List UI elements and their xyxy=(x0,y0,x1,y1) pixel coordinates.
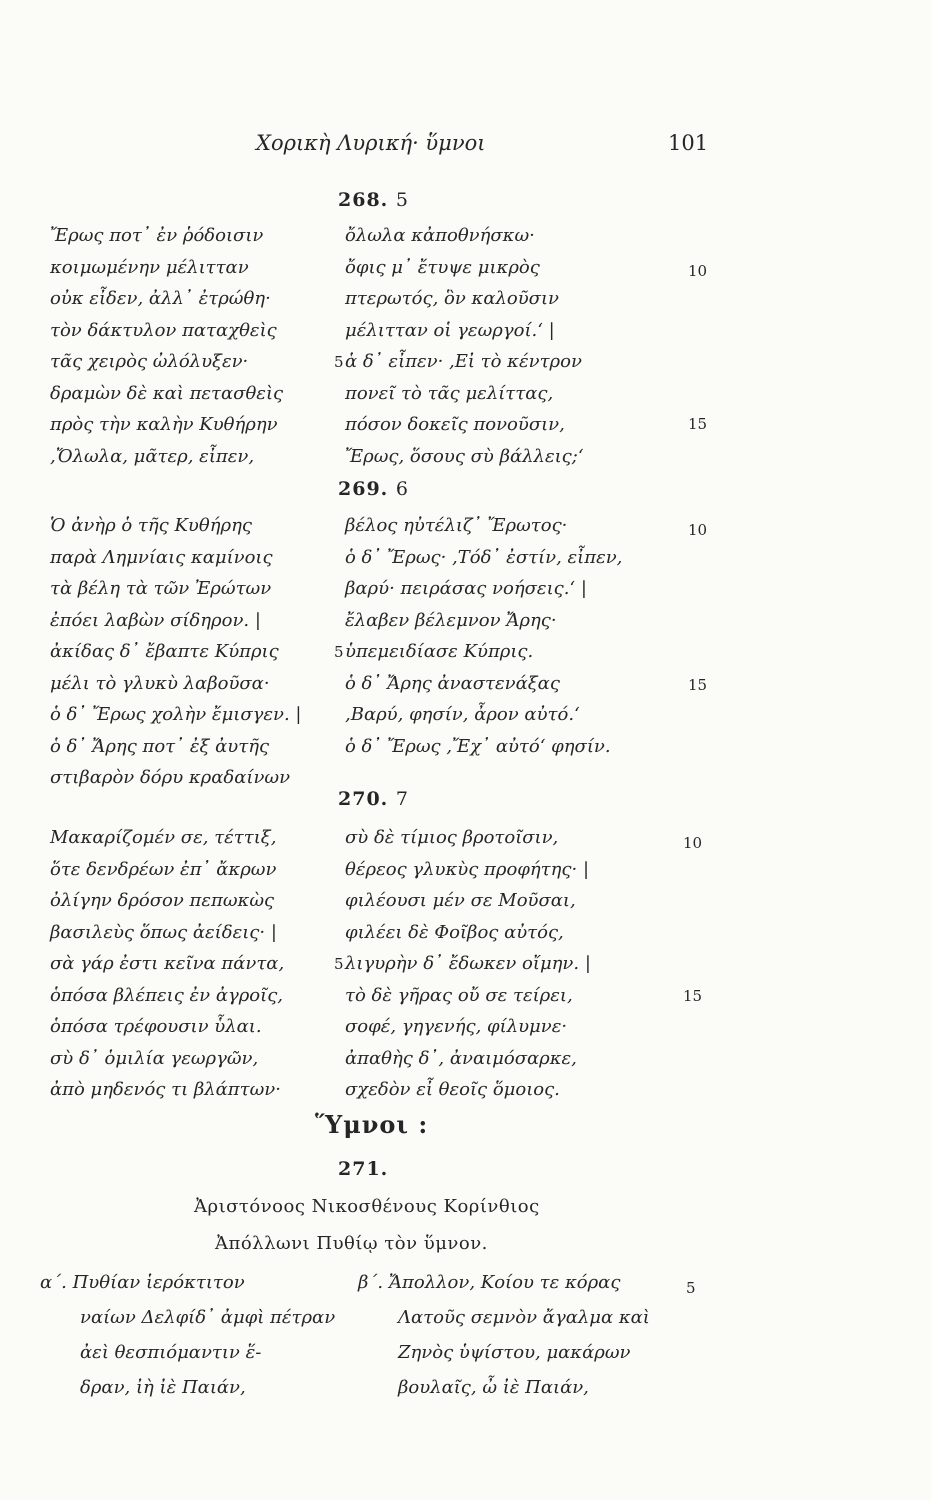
section-heading: Ὕμνοι : xyxy=(315,1110,429,1139)
verse-line: β΄. Ἄπολλον, Κοίου τε κόρας xyxy=(358,1272,621,1293)
verse-line: ναίων Δελφίδ᾽ ἀμφὶ πέτραν xyxy=(80,1307,336,1328)
verse-line: ἀπαθὴς δ᾽, ἀναιμόσαρκε, xyxy=(345,1047,577,1069)
verse-line: ἁ δ᾽ εἶπεν· ,Εἰ τὸ κέντρον xyxy=(345,351,582,372)
verse-line: ἀπὸ μηδενός τι βλάπτων· xyxy=(50,1079,281,1100)
line-number: 15 xyxy=(683,987,703,1005)
verse-line: βέλος ηὐτέλιζ᾽ Ἔρωτος· xyxy=(345,515,568,536)
verse-line: πτερωτός, ὃν καλοῦσιν xyxy=(345,288,559,309)
poem-number-271: 271. xyxy=(338,1158,389,1180)
verse-line: ὀλίγην δρόσον πεπωκὼς xyxy=(50,890,275,911)
verse-line: ὁ δ᾽ Ἔρως χολὴν ἔμισγεν. | xyxy=(50,704,302,725)
poem-sub-number: 6 xyxy=(395,478,409,500)
verse-line: πονεῖ τὸ τᾶς μελίττας, xyxy=(345,382,554,404)
verse-line: ἀκίδας δ᾽ ἔβαπτε Κύπρις xyxy=(50,641,279,662)
poem-sub-number: 7 xyxy=(395,788,409,810)
verse-line: ,Ὄλωλα, μᾶτερ, εἶπεν, xyxy=(50,445,255,467)
verse-line: Ἔρως ποτ᾽ ἐν ῥόδοισιν xyxy=(50,225,264,246)
verse-line: παρὰ Λημνίαις καμίνοις xyxy=(50,546,273,568)
verse-line: οὐκ εἶδεν, ἀλλ᾽ ἐτρώθη· xyxy=(50,288,271,309)
line-number: 10 xyxy=(688,521,708,539)
verse-line: α΄. Πυθίαν ἱερόκτιτον xyxy=(40,1272,245,1293)
page-number: 101 xyxy=(668,131,709,155)
line-number: 5 xyxy=(334,955,344,973)
poem-number-268: 268. xyxy=(338,189,389,211)
verse-line: τὰ βέλη τὰ τῶν Ἐρώτων xyxy=(50,578,272,599)
running-title: Χορικὴ Λυρική· ὕμνοι xyxy=(256,131,486,155)
verse-line: δραμὼν δὲ καὶ πετασθεὶς xyxy=(50,382,284,404)
verse-line: ὑπεμειδίασε Κύπρις. xyxy=(345,641,534,662)
verse-line: σὺ δ᾽ ὁμιλία γεωργῶν, xyxy=(50,1047,259,1069)
verse-line: ὁπόσα βλέπεις ἐν ἀγροῖς, xyxy=(50,984,284,1006)
line-number: 10 xyxy=(688,262,708,280)
verse-line: φιλέει δὲ Φοῖβος αὐτός, xyxy=(345,921,564,943)
verse-line: ὁ δ᾽ Ἄρης ἀναστενάξας xyxy=(345,672,560,694)
verse-line: σοφέ, γηγενής, φίλυμνε· xyxy=(345,1016,568,1037)
verse-line: ἔλαβεν βέλεμνον Ἄρης· xyxy=(345,609,557,631)
verse-line: ὁ δ᾽ Ἔρως· ,Τόδ᾽ ἐστίν, εἶπεν, xyxy=(345,546,623,568)
poem-270-left-column xyxy=(50,822,284,1106)
poem-268-right-column xyxy=(345,220,584,472)
verse-line: Ἔρως, ὅσους σὺ βάλλεις;‘ xyxy=(345,445,584,467)
line-number: 15 xyxy=(688,415,708,433)
verse-line: πρὸς τὴν καλὴν Κυθήρην xyxy=(50,414,278,435)
verse-line: τὸν δάκτυλον παταχθεὶς xyxy=(50,319,277,341)
verse-line: στιβαρὸν δόρυ κραδαίνων xyxy=(50,767,291,788)
verse-line: βαρύ· πειράσας νοήσεις.‘ | xyxy=(345,578,587,599)
hymn-right-column xyxy=(358,1265,650,1405)
poem-number xyxy=(338,478,409,500)
hymn-left-column xyxy=(40,1265,335,1405)
verse-line: ὅτε δενδρέων ἐπ᾽ ἄκρων xyxy=(50,858,277,880)
verse-line: φιλέουσι μέν σε Μοῦσαι, xyxy=(345,890,576,911)
verse-line: ὁ δ᾽ Ἔρως ,Ἔχ᾽ αὐτό‘ φησίν. xyxy=(345,735,611,757)
verse-line: Ζηνὸς ὑψίστου, μακάρων xyxy=(398,1342,631,1363)
verse-line: ὄλωλα κἀποθνήσκω· xyxy=(345,225,535,246)
verse-line: σὺ δὲ τίμιος βροτοῖσιν, xyxy=(345,827,559,848)
verse-line: πόσον δοκεῖς πονοῦσιν, xyxy=(345,414,565,435)
verse-line: ἀεὶ θεσπιόμαντιν ἕ- xyxy=(80,1342,262,1363)
poem-269-left-column xyxy=(50,510,302,794)
verse-line: σχεδὸν εἶ θεοῖς ὅμοιος. xyxy=(345,1079,560,1100)
line-number: 5 xyxy=(334,643,344,661)
poem-number xyxy=(338,788,409,810)
verse-line: ὁ δ᾽ Ἄρης ποτ᾽ ἐξ ἀυτῆς xyxy=(50,735,270,757)
poem-sub-number: 5 xyxy=(395,189,409,211)
poem-number-270: 270. xyxy=(338,788,389,810)
verse-line: Ὁ ἀνὴρ ὁ τῆς Κυθήρης xyxy=(50,515,252,536)
verse-line: λιγυρὴν δ᾽ ἔδωκεν οἴμην. | xyxy=(345,953,591,974)
verse-line: ἐπόει λαβὼν σίδηρον. | xyxy=(50,609,261,631)
verse-line: θέρεος γλυκὺς προφήτης· | xyxy=(345,858,590,880)
verse-line: τὸ δὲ γῆρας οὔ σε τείρει, xyxy=(345,984,573,1006)
line-number: 5 xyxy=(686,1279,696,1297)
verse-line: μέλι τὸ γλυκὺ λαβοῦσα· xyxy=(50,672,270,694)
poem-number xyxy=(338,189,409,211)
epigraph-author: Ἀριστόνοος Νικοσθένους Κορίνθιος xyxy=(194,1196,540,1217)
verse-line: βουλαῖς, ὦ ἰὲ Παιάν, xyxy=(398,1377,589,1398)
verse-line: Μακαρίζομέν σε, τέττιξ, xyxy=(50,827,277,848)
verse-line: σὰ γάρ ἐστι κεῖνα πάντα, xyxy=(50,953,285,974)
epigraph-dedication: Ἀπόλλωνι Πυθίῳ τὸν ὕμνον. xyxy=(215,1233,488,1254)
poem-268-left-column xyxy=(50,220,283,472)
verse-line: βασιλεὺς ὅπως ἀείδεις· | xyxy=(50,921,277,943)
verse-line: δραν, ἰὴ ἰὲ Παιάν, xyxy=(80,1377,246,1398)
verse-line: Λατοῦς σεμνὸν ἄγαλμα καὶ xyxy=(398,1307,650,1328)
line-number: 15 xyxy=(688,676,708,694)
poem-number-269: 269. xyxy=(338,478,389,500)
verse-line: ,Βαρύ, φησίν, ἆρον αὐτό.‘ xyxy=(345,704,580,725)
verse-line: μέλιτταν οἱ γεωργοί.‘ | xyxy=(345,319,555,341)
verse-line: ὁπόσα τρέφουσιν ὗλαι. xyxy=(50,1016,262,1037)
poem-270-right-column xyxy=(345,822,591,1106)
verse-line: κοιμωμένην μέλιτταν xyxy=(50,256,249,278)
verse-line: τᾶς χειρὸς ὠλόλυξεν· xyxy=(50,351,249,372)
line-number: 10 xyxy=(683,834,703,852)
verse-line: ὄφις μ᾽ ἔτυψε μικρὸς xyxy=(345,256,540,278)
line-number: 5 xyxy=(334,353,344,371)
poem-269-right-column xyxy=(345,510,622,762)
